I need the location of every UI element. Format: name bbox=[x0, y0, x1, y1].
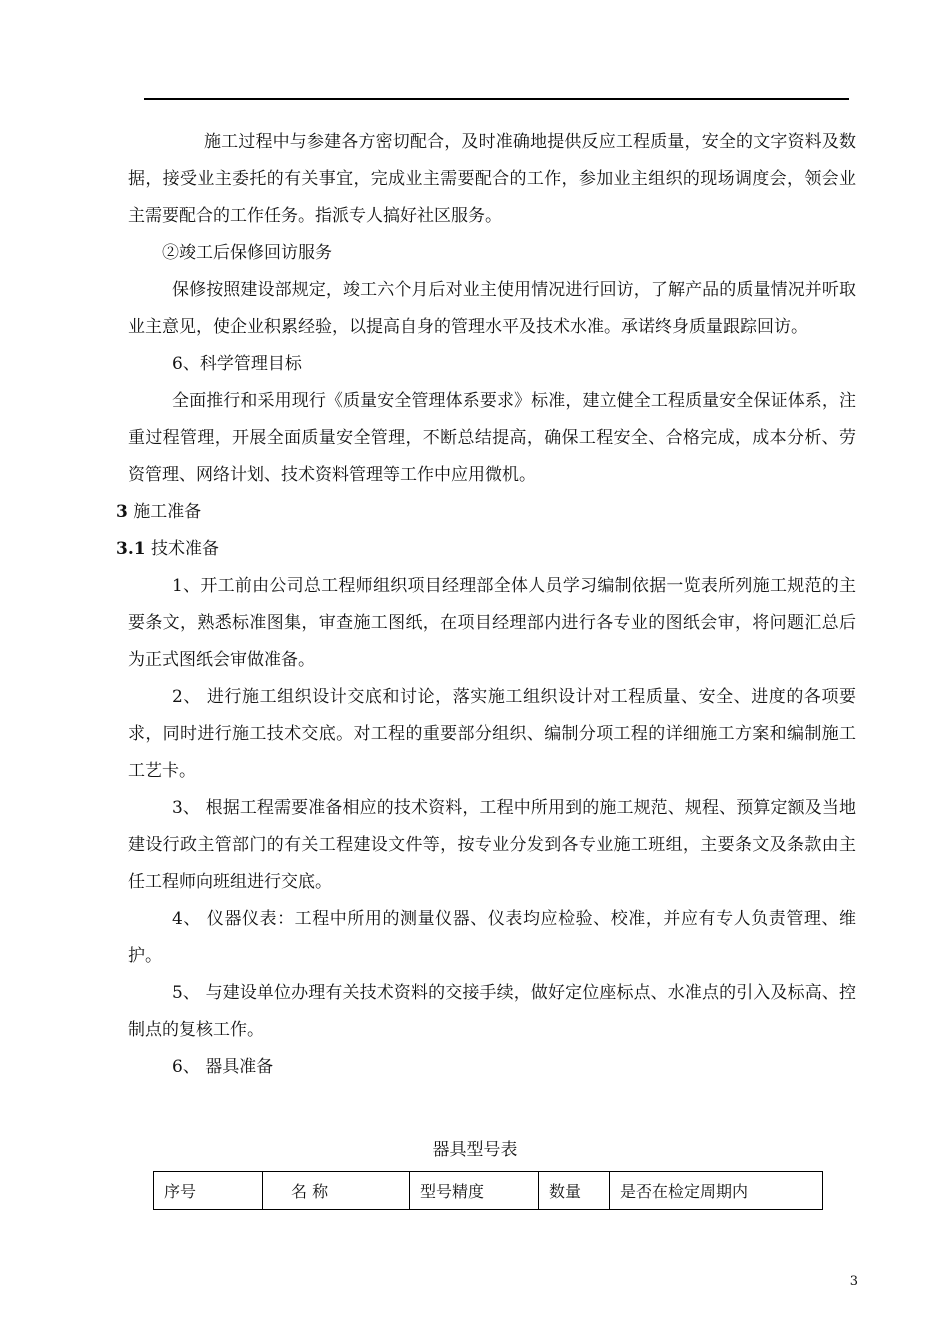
paragraph-warranty: 保修按照建设部规定，竣工六个月后对业主使用情况进行回访，了解产品的质量情况并听取业主意见，使企业积累经验，以提高自身的管理水平及技术水准。承诺终身质量跟踪回访。 bbox=[128, 280, 856, 337]
paragraph-management-heading: 6、科学管理目标 bbox=[172, 354, 302, 374]
list-item-5: 5、 与建设单位办理有关技术资料的交接手续，做好定位座标点、水准点的引入及标高、控制点的复核工作。 bbox=[128, 983, 856, 1040]
section-3-1-number: 3.1 bbox=[116, 539, 146, 559]
paragraph-warranty-heading: ②竣工后保修回访服务 bbox=[162, 243, 332, 263]
paragraph-management: 全面推行和采用现行《质量安全管理体系要求》标准，建立健全工程质量安全保证体系，注重过程管理，开展全面质量安全管理，不断总结提高，确保工程安全、合格完成，成本分析、劳资管理、网络计划、技术资料管理等工作中应用微机。 bbox=[128, 391, 856, 485]
document-body bbox=[116, 124, 856, 1086]
header-cell-quantity: 数量 bbox=[539, 1172, 610, 1210]
header-cell-name: 名 称 bbox=[263, 1172, 410, 1210]
header-cell-model: 型号精度 bbox=[410, 1172, 539, 1210]
table-header-row bbox=[154, 1172, 823, 1210]
section-3-1-title: 技术准备 bbox=[150, 539, 219, 559]
list-item-2: 2、 进行施工组织设计交底和讨论，落实施工组织设计对工程质量、安全、进度的各项要求，同时进行施工技术交底。对工程的重要部分组织、编制分项工程的详细施工方案和编制施工工艺卡。 bbox=[128, 687, 856, 781]
list-item-4: 4、 仪器仪表：工程中所用的测量仪器、仪表均应检验、校准，并应有专人负责管理、维护。 bbox=[128, 909, 856, 966]
page-number: 3 bbox=[849, 1274, 858, 1289]
table-caption: 器具型号表 bbox=[432, 1140, 518, 1160]
list-item-3: 3、 根据工程需要准备相应的技术资料，工程中所用到的施工规范、规程、预算定额及当地建设行政主管部门的有关工程建设文件等，按专业分发到各专业施工班组，主要条文及条款由主任工程师向班组进行交底。 bbox=[128, 798, 856, 892]
list-item-1: 1、开工前由公司总工程师组织项目经理部全体人员学习编制依据一览表所列施工规范的主要条文，熟悉标准图集，审查施工图纸，在项目经理部内进行各专业的图纸会审，将问题汇总后为正式图纸会审做准备。 bbox=[128, 576, 856, 670]
paragraph-cooperation: 施工过程中与参建各方密切配合，及时准确地提供反应工程质量，安全的文字资料及数据，接受业主委托的有关事宜，完成业主需要配合的工作，参加业主组织的现场调度会，领会业主需要配合的工作任务。指派专人搞好社区服务。 bbox=[128, 132, 856, 226]
section-3-title: 施工准备 bbox=[133, 502, 202, 522]
header-cell-serial: 序号 bbox=[154, 1172, 263, 1210]
section-3-1-heading bbox=[116, 531, 856, 568]
section-3-heading bbox=[116, 494, 856, 531]
header-cell-calibration: 是否在检定周期内 bbox=[610, 1172, 823, 1210]
section-3-number: 3 bbox=[116, 502, 128, 522]
list-item-6: 6、 器具准备 bbox=[172, 1057, 274, 1077]
equipment-table bbox=[153, 1171, 823, 1210]
header-rule bbox=[144, 98, 849, 100]
